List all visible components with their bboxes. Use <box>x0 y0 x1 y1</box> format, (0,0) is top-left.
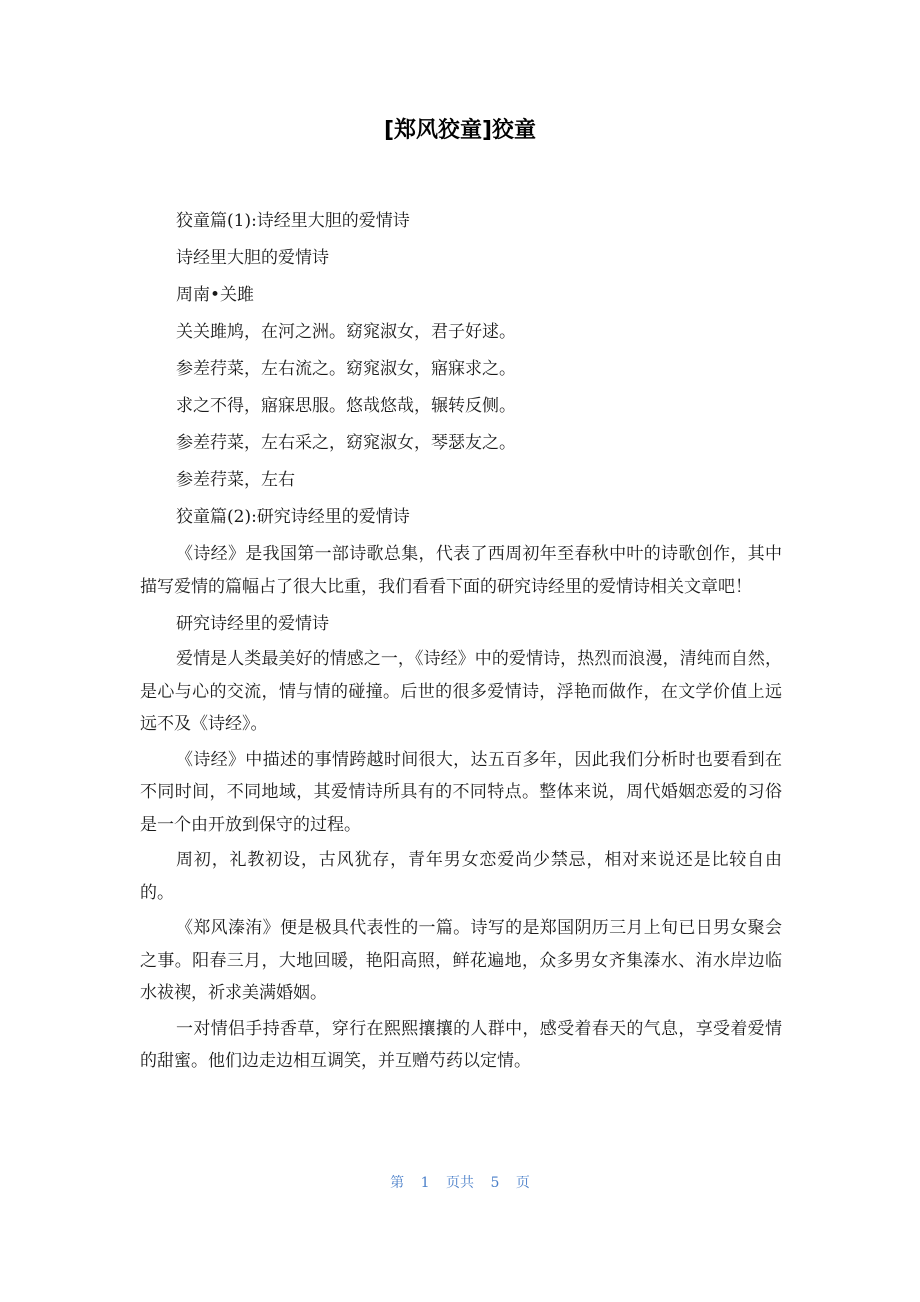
poem-line: 参差荇菜，左右流之。窈窕淑女，寤寐求之。 <box>176 359 516 379</box>
paragraph: 《郑风溱洧》便是极具代表性的一篇。诗写的是郑国阴历三月上旬已日男女聚会之事。阳春三月，大地回暖，艳阳高照，鲜花遍地，众多男女齐集溱水、洧水岸边临水祓禊，祈求美满婚姻。 <box>140 918 782 1003</box>
document-title: [郑风狡童]狡童 <box>383 118 537 143</box>
footer-prefix: 第 <box>390 1175 405 1191</box>
text-line: 周南•关雎 <box>176 285 255 305</box>
paragraph: 爱情是人类最美好的情感之一，《诗经》中的爱情诗，热烈而浪漫，清纯而自然，是心与心的交流，情与情的碰撞。后世的很多爱情诗，浮艳而做作，在文学价值上远远不及《诗经》。 <box>140 649 782 734</box>
footer-suffix: 页 <box>515 1175 530 1191</box>
paragraph: 周初，礼教初设，古风犹存，青年男女恋爱尚少禁忌，相对来说还是比较自由的。 <box>140 850 782 903</box>
section-heading: 狡童篇(2):研究诗经里的爱情诗 <box>176 507 410 527</box>
page-footer <box>0 1172 920 1194</box>
poem-line: 求之不得，寤寐思服。悠哉悠哉，辗转反侧。 <box>176 396 516 416</box>
poem-line: 参差荇菜，左右采之，窈窕淑女，琴瑟友之。 <box>176 433 516 453</box>
poem-line: 参差荇菜，左右 <box>176 470 295 490</box>
footer-middle: 页共 <box>446 1175 474 1191</box>
subheading: 研究诗经里的爱情诗 <box>176 614 329 634</box>
paragraph: 一对情侣手持香草，穿行在熙熙攘攘的人群中，感受着春天的气息，享受着爱情的甜蜜。他们边走边相互调笑，并互赠芍药以定情。 <box>140 1018 782 1071</box>
poem-line: 关关雎鸠，在河之洲。窈窕淑女，君子好逑。 <box>176 322 516 342</box>
paragraph: 《诗经》是我国第一部诗歌总集，代表了西周初年至春秋中叶的诗歌创作，其中描写爱情的篇幅占了很大比重，我们看看下面的研究诗经里的爱情诗相关文章吧！ <box>140 544 782 597</box>
document-body <box>140 203 782 1081</box>
text-line: 诗经里大胆的爱情诗 <box>176 248 329 268</box>
paragraph: 《诗经》中描述的事情跨越时间很大，达五百多年，因此我们分析时也要看到在不同时间，不同地域，其爱情诗所具有的不同特点。整体来说，周代婚姻恋爱的习俗是一个由开放到保守的过程。 <box>140 749 782 835</box>
footer-total-pages: 5 <box>490 1175 500 1191</box>
footer-page-number: 1 <box>420 1175 430 1191</box>
text-line: 狡童篇(1):诗经里大胆的爱情诗 <box>176 211 410 231</box>
